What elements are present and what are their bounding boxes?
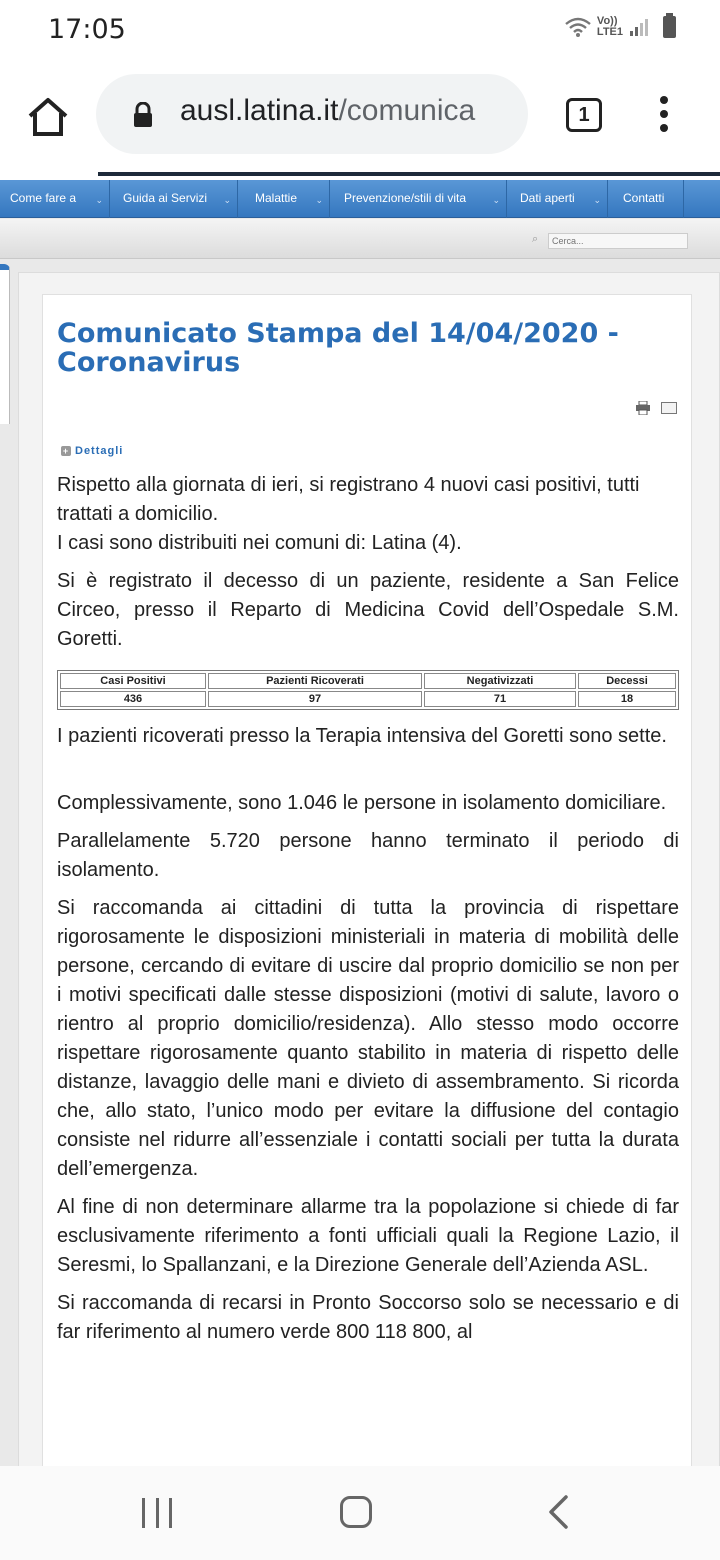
nav-item-label: Guida ai Servizi <box>123 191 208 205</box>
nav-item-malattie[interactable] <box>239 180 330 218</box>
url-text[interactable] <box>180 94 475 128</box>
url-path: /comunica <box>338 94 476 127</box>
status-icons <box>565 16 676 38</box>
clock: 17:05 <box>48 14 126 45</box>
nav-item-guida-servizi[interactable] <box>111 180 238 218</box>
wifi-icon <box>565 17 591 37</box>
chevron-down-icon: ⌄ <box>492 195 500 205</box>
volte-label: Vo)) <box>596 15 618 27</box>
nav-item-come-fare[interactable] <box>0 180 110 218</box>
address-bar[interactable] <box>96 74 528 154</box>
table-cell: 436 <box>60 691 206 707</box>
paragraph-line: Rispetto alla giornata di ieri, si registrano 4 nuovi casi positivi, tutti trattati a domicilio. <box>57 474 640 525</box>
paragraph: Si raccomanda di recarsi in Pronto Soccorso solo se necessario e di far riferimento al numero verde 800 118 800, al <box>57 1292 679 1343</box>
network-type-label <box>597 16 623 38</box>
paragraph <box>57 471 679 558</box>
home-button-icon[interactable] <box>340 1496 372 1528</box>
email-icon[interactable] <box>661 402 677 414</box>
article-title: Comunicato Stampa del 14/04/2020 - Coronavirus <box>57 318 619 378</box>
paragraph: I pazienti ricoverati presso la Terapia intensiva del Goretti sono sette. <box>57 725 667 747</box>
lte-label: LTE1 <box>596 26 623 38</box>
details-label: Dettagli <box>75 445 124 457</box>
header-strip <box>0 172 720 180</box>
chevron-down-icon: ⌄ <box>95 195 103 205</box>
table-cell: 18 <box>578 691 676 707</box>
nav-item-prevenzione[interactable] <box>331 180 507 218</box>
nav-item-label: Contatti <box>623 191 665 205</box>
home-icon[interactable] <box>24 92 72 140</box>
details-toggle[interactable] <box>61 445 123 457</box>
chevron-down-icon: ⌄ <box>315 195 323 205</box>
search-bar-area <box>0 219 720 259</box>
recent-apps-icon[interactable] <box>142 1498 172 1528</box>
side-panel-edge[interactable] <box>0 264 10 424</box>
search-icon: ⌕ <box>532 233 539 245</box>
chevron-down-icon: ⌄ <box>223 195 231 205</box>
back-icon[interactable] <box>546 1494 570 1530</box>
paragraph: Complessivamente, sono 1.046 le persone in isolamento domiciliare. <box>57 792 667 814</box>
url-domain: ausl.latina.it <box>180 94 339 127</box>
paragraph-line: I casi sono distribuiti nei comuni di: Latina (4). <box>57 532 462 554</box>
nav-item-label: Come fare a <box>10 191 77 205</box>
nav-item-label: Malattie <box>255 191 298 205</box>
chevron-down-icon: ⌄ <box>593 195 601 205</box>
lock-icon <box>132 102 154 128</box>
table-cell: 97 <box>208 691 422 707</box>
spacer <box>57 760 679 789</box>
print-icon[interactable] <box>635 401 651 415</box>
table-header-row <box>60 673 676 689</box>
plus-icon: + <box>62 446 70 456</box>
table-row <box>60 691 676 707</box>
tab-switcher-button[interactable]: 1 <box>566 98 602 132</box>
web-page <box>0 172 720 1466</box>
table-cell: 71 <box>424 691 576 707</box>
system-nav-bar <box>0 1466 720 1560</box>
table-header: Casi Positivi <box>60 673 206 689</box>
nav-item-dati-aperti[interactable] <box>508 180 608 218</box>
article-tools <box>635 401 677 415</box>
paragraph: Parallelamente 5.720 persone hanno terminato il periodo di isolamento. <box>57 830 679 881</box>
paragraph: Si è registrato il decesso di un paziente, residente a San Felice Circeo, presso il Reparto di Medicina Covid dell’Ospedale S.M. Goretti. <box>57 570 679 650</box>
table-header: Decessi <box>578 673 676 689</box>
nav-item-label: Prevenzione/stili di vita <box>344 191 467 205</box>
paragraph: Al fine di non determinare allarme tra la popolazione si chiede di far esclusivamente riferimento a fonti ufficiali quali la Regione Lazio, il Seresmi, lo Spallanzani, e la Direzione Generale dell’Azienda ASL. <box>57 1196 679 1276</box>
browser-toolbar <box>0 62 720 172</box>
nav-item-contatti[interactable] <box>609 180 684 218</box>
overflow-menu-icon[interactable] <box>654 96 674 136</box>
article-card <box>42 294 692 1466</box>
nav-item-label: Dati aperti <box>520 191 575 205</box>
battery-icon <box>663 16 676 38</box>
site-nav <box>0 180 720 218</box>
table-header: Negativizzati <box>424 673 576 689</box>
stats-table <box>57 670 679 710</box>
signal-icon <box>629 17 649 37</box>
article-body <box>57 471 679 1356</box>
status-bar <box>0 0 720 62</box>
table-header: Pazienti Ricoverati <box>208 673 422 689</box>
paragraph: Si raccomanda ai cittadini di tutta la provincia di rispettare rigorosamente le disposizioni ministeriali in materia di mobilità delle persone, cercando di evitare di uscire dal proprio domicilio se non per i motivi specificati dalle stesse disposizioni (motivi di salute, lavoro o rientro al proprio domicilio/residenza). Allo stesso modo occorre rispettare rigorosamente quanto stabilito in materia di rispetto delle distanze, lavaggio delle mani e divieto di assembramento. Si ricorda che, allo stato, l’unico modo per evitare la diffusione del contagio consiste nel ridurre all’essenziale i contatti sociali per tutta la durata dell’emergenza. <box>57 897 679 1180</box>
search-input[interactable] <box>548 233 688 249</box>
